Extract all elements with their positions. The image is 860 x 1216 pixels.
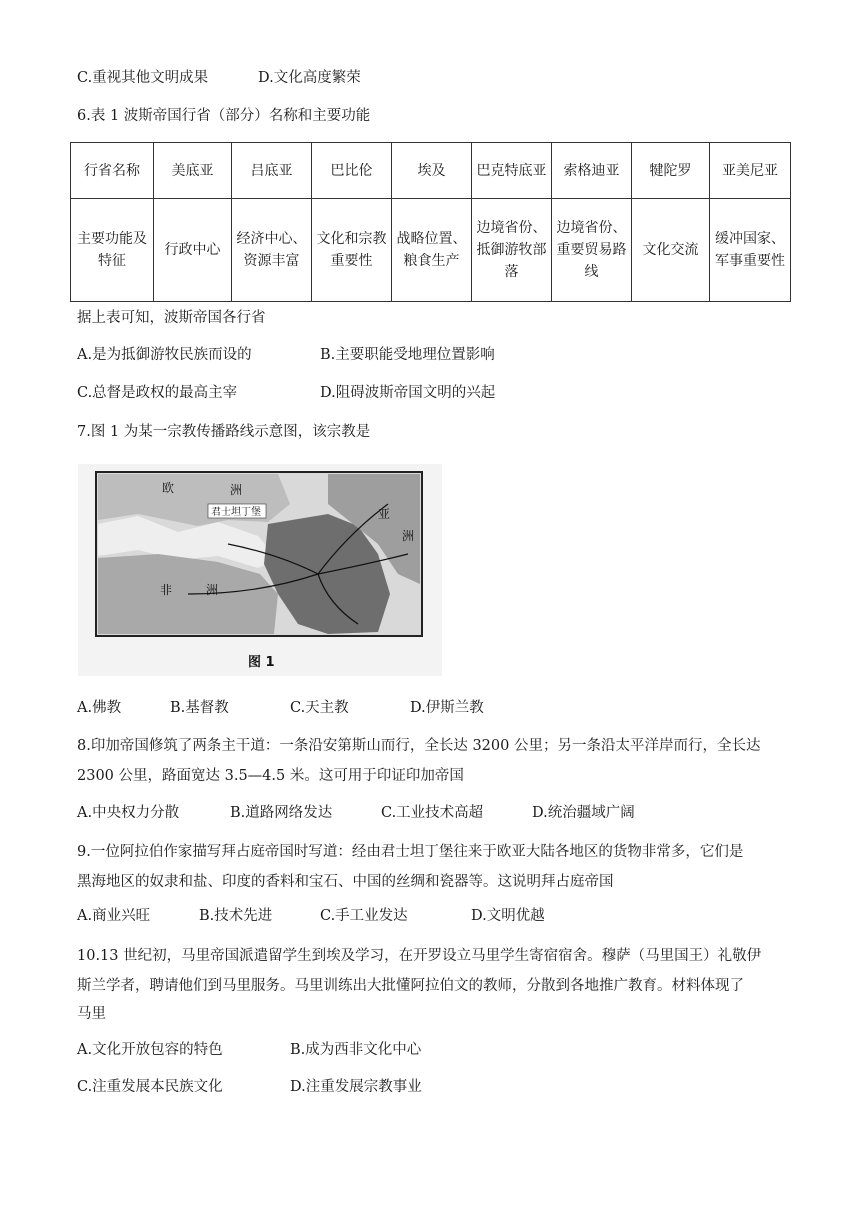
table-cell: 吕底亚 [232, 143, 312, 199]
q9-option-a[interactable]: A.商业兴旺 [77, 908, 151, 924]
religion-spread-map [78, 464, 442, 676]
q6-option-a[interactable]: A.是为抵御游牧民族而设的 [77, 347, 252, 363]
table-row [71, 143, 791, 199]
q10-option-c[interactable]: C.注重发展本民族文化 [77, 1079, 223, 1095]
q8-stem-line-2: 2300 公里，路面宽达 3.5—4.5 米。这可用于印证印加帝国 [77, 768, 464, 784]
table-cell: 巴比伦 [312, 143, 392, 199]
map-label-city: 君士坦丁堡 [211, 507, 261, 518]
q8-option-d[interactable]: D.统治疆域广阔 [532, 805, 635, 821]
q7-stem: 7.图 1 为某一宗教传播路线示意图，该宗教是 [77, 424, 371, 440]
table-cell: 犍陀罗 [632, 143, 710, 199]
q6-option-c[interactable]: C.总督是政权的最高主宰 [77, 385, 238, 401]
map-label-asia: 亚 [378, 507, 391, 521]
q8-option-c[interactable]: C.工业技术高超 [381, 805, 484, 821]
table-cell: 边境省份、重要贸易路线 [552, 199, 632, 302]
map-label-europe: 欧 [162, 481, 175, 495]
q7-option-b[interactable]: B.基督教 [170, 700, 229, 716]
table-header-function: 主要功能及特征 [71, 199, 154, 302]
table-cell: 文化和宗教重要性 [312, 199, 392, 302]
q6-option-d[interactable]: D.阻碍波斯帝国文明的兴起 [320, 385, 496, 401]
q10-option-a[interactable]: A.文化开放包容的特色 [77, 1042, 223, 1058]
q7-option-d[interactable]: D.伊斯兰教 [410, 700, 484, 716]
q9-option-d[interactable]: D.文明优越 [471, 908, 545, 924]
table-row [71, 199, 791, 302]
q10-stem-line-1: 10.13 世纪初，马里帝国派遣留学生到埃及学习，在开罗设立马里学生寄宿宿舍。穆萨（马里国王）礼敬伊 [77, 948, 762, 964]
q10-stem-line-3: 马里 [77, 1006, 106, 1022]
q7-option-a[interactable]: A.佛教 [77, 700, 122, 716]
province-table [70, 142, 791, 302]
table-cell: 行政中心 [154, 199, 232, 302]
q9-stem-line-1: 9.一位阿拉伯作家描写拜占庭帝国时写道：经由君士坦丁堡往来于欧亚大陆各地区的货物非常多，它们是 [77, 844, 744, 860]
q5-option-d[interactable]: D.文化高度繁荣 [258, 70, 361, 86]
table-cell: 巴克特底亚 [472, 143, 552, 199]
q9-option-b[interactable]: B.技术先进 [199, 908, 273, 924]
q8-option-b[interactable]: B.道路网络发达 [230, 805, 333, 821]
map-label-asia-2: 洲 [402, 529, 415, 543]
table-cell: 埃及 [392, 143, 472, 199]
table-cell: 战略位置、粮食生产 [392, 199, 472, 302]
q10-stem-line-2: 斯兰学者，聘请他们到马里服务。马里训练出大批懂阿拉伯文的教师，分散到各地推广教育。材料体现了 [77, 978, 744, 994]
table-cell: 索格迪亚 [552, 143, 632, 199]
q10-option-d[interactable]: D.注重发展宗教事业 [290, 1079, 422, 1095]
q8-stem-line-1: 8.印加帝国修筑了两条主干道：一条沿安第斯山而行，全长达 3200 公里；另一条沿太平洋岸而行，全长达 [77, 738, 761, 754]
q9-stem-line-2: 黑海地区的奴隶和盐、印度的香料和宝石、中国的丝绸和瓷器等。这说明拜占庭帝国 [77, 874, 614, 890]
q9-option-c[interactable]: C.手工业发达 [320, 908, 408, 924]
table-cell: 边境省份、抵御游牧部落 [472, 199, 552, 302]
q6-lead: 据上表可知，波斯帝国各行省 [77, 310, 266, 326]
table-cell: 亚美尼亚 [710, 143, 791, 199]
table-cell: 文化交流 [632, 199, 710, 302]
q6-option-b[interactable]: B.主要职能受地理位置影响 [320, 347, 495, 363]
table-cell: 美底亚 [154, 143, 232, 199]
q8-option-a[interactable]: A.中央权力分散 [77, 805, 180, 821]
q7-option-c[interactable]: C.天主教 [290, 700, 349, 716]
q6-stem: 6.表 1 波斯帝国行省（部分）名称和主要功能 [77, 108, 371, 124]
map-label-africa-2: 洲 [206, 583, 219, 597]
map-label-africa: 非 [160, 583, 173, 597]
map-caption: 图 1 [248, 655, 275, 670]
map-label-europe-2: 洲 [230, 483, 243, 497]
q10-option-b[interactable]: B.成为西非文化中心 [290, 1042, 422, 1058]
table-cell: 缓冲国家、军事重要性 [710, 199, 791, 302]
table-header-name: 行省名称 [71, 143, 154, 199]
table-cell: 经济中心、资源丰富 [232, 199, 312, 302]
q5-option-c[interactable]: C.重视其他文明成果 [77, 70, 209, 86]
